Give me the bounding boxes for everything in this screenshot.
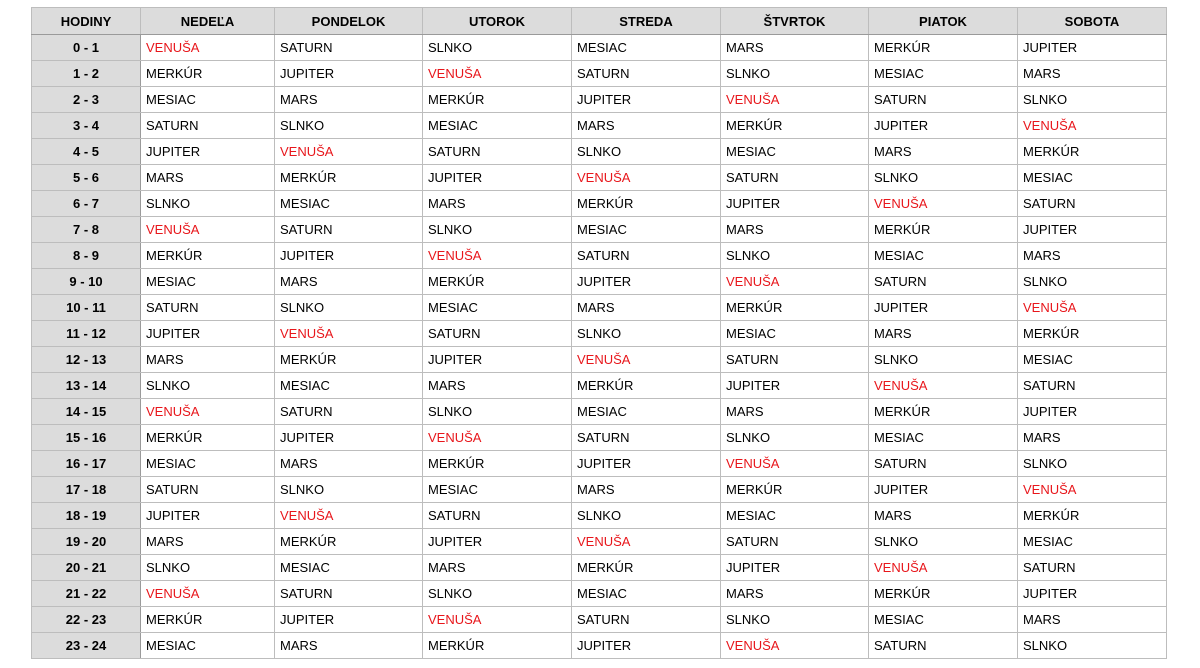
planet-cell[interactable]: SATURN <box>423 321 572 347</box>
planet-cell[interactable]: SATURN <box>721 165 869 191</box>
planet-cell[interactable]: VENUŠA <box>721 451 869 477</box>
planet-cell[interactable]: MARS <box>721 35 869 61</box>
planet-cell[interactable]: MERKÚR <box>141 425 275 451</box>
planet-cell[interactable]: VENUŠA <box>572 165 721 191</box>
planet-cell[interactable]: SATURN <box>141 477 275 503</box>
planet-cell[interactable]: MARS <box>1018 61 1167 87</box>
hour-cell[interactable]: 2 - 3 <box>32 87 141 113</box>
planet-cell[interactable]: MARS <box>721 217 869 243</box>
planet-cell[interactable]: JUPITER <box>572 269 721 295</box>
planet-cell[interactable]: VENUŠA <box>721 87 869 113</box>
planet-cell[interactable]: SLNKO <box>275 477 423 503</box>
header-sunday[interactable]: NEDEĽA <box>141 8 275 35</box>
planet-cell[interactable]: MESIAC <box>869 425 1018 451</box>
hour-cell[interactable]: 8 - 9 <box>32 243 141 269</box>
planetary-hours-table <box>31 7 1167 659</box>
planet-cell[interactable]: MERKÚR <box>869 35 1018 61</box>
hour-cell[interactable]: 3 - 4 <box>32 113 141 139</box>
planet-cell[interactable]: MERKÚR <box>275 529 423 555</box>
planet-cell[interactable]: VENUŠA <box>141 399 275 425</box>
hour-cell[interactable]: 18 - 19 <box>32 503 141 529</box>
planet-cell[interactable]: MERKÚR <box>141 243 275 269</box>
hour-cell[interactable]: 5 - 6 <box>32 165 141 191</box>
planet-cell[interactable]: MESIAC <box>869 61 1018 87</box>
header-wednesday[interactable]: STREDA <box>572 8 721 35</box>
planet-cell[interactable]: SATURN <box>721 347 869 373</box>
planet-cell[interactable]: MERKÚR <box>1018 321 1167 347</box>
planet-cell[interactable]: MERKÚR <box>275 165 423 191</box>
hour-cell[interactable]: 6 - 7 <box>32 191 141 217</box>
hour-cell[interactable]: 9 - 10 <box>32 269 141 295</box>
planet-cell[interactable]: VENUŠA <box>869 555 1018 581</box>
planet-cell[interactable]: MERKÚR <box>721 477 869 503</box>
planet-cell[interactable]: SLNKO <box>721 61 869 87</box>
planet-cell[interactable]: JUPITER <box>141 503 275 529</box>
planet-cell[interactable]: VENUŠA <box>423 607 572 633</box>
planet-cell[interactable]: SATURN <box>275 399 423 425</box>
planet-cell[interactable]: VENUŠA <box>572 347 721 373</box>
planet-cell[interactable]: JUPITER <box>423 529 572 555</box>
planet-cell[interactable]: MESIAC <box>141 269 275 295</box>
planet-cell[interactable]: SLNKO <box>275 113 423 139</box>
table-row <box>32 217 1167 243</box>
planet-cell[interactable]: SATURN <box>423 139 572 165</box>
planet-cell[interactable]: VENUŠA <box>275 503 423 529</box>
planet-cell[interactable]: JUPITER <box>572 633 721 659</box>
planet-cell[interactable]: JUPITER <box>1018 35 1167 61</box>
planet-cell[interactable]: VENUŠA <box>423 425 572 451</box>
planet-cell[interactable]: MESIAC <box>721 321 869 347</box>
planet-cell[interactable]: MARS <box>1018 607 1167 633</box>
planet-cell[interactable]: VENUŠA <box>423 243 572 269</box>
planet-cell[interactable]: VENUŠA <box>721 269 869 295</box>
table-row <box>32 451 1167 477</box>
planet-cell[interactable]: SLNKO <box>141 373 275 399</box>
planet-cell[interactable]: MESIAC <box>423 113 572 139</box>
planet-cell[interactable]: MARS <box>572 477 721 503</box>
planet-cell[interactable]: MERKÚR <box>423 87 572 113</box>
planet-cell[interactable]: MERKÚR <box>1018 503 1167 529</box>
header-friday[interactable]: PIATOK <box>869 8 1018 35</box>
planet-cell[interactable]: SATURN <box>275 217 423 243</box>
planet-cell[interactable]: SATURN <box>869 269 1018 295</box>
planet-cell[interactable]: VENUŠA <box>141 217 275 243</box>
planet-cell[interactable]: SLNKO <box>423 399 572 425</box>
planet-cell[interactable]: MESIAC <box>275 191 423 217</box>
header-hours[interactable]: HODINY <box>32 8 141 35</box>
planet-cell[interactable]: SLNKO <box>721 607 869 633</box>
planet-cell[interactable]: JUPITER <box>721 555 869 581</box>
planet-cell[interactable]: SATURN <box>572 425 721 451</box>
planet-cell[interactable]: SATURN <box>869 633 1018 659</box>
planet-cell[interactable]: JUPITER <box>869 113 1018 139</box>
planet-cell[interactable]: SLNKO <box>275 295 423 321</box>
planet-cell[interactable]: VENUŠA <box>275 139 423 165</box>
planet-cell[interactable]: SLNKO <box>1018 451 1167 477</box>
table-row <box>32 269 1167 295</box>
table-body <box>32 35 1167 659</box>
table-row <box>32 399 1167 425</box>
planet-cell[interactable]: MESIAC <box>572 35 721 61</box>
hour-cell[interactable]: 23 - 24 <box>32 633 141 659</box>
planet-cell[interactable]: VENUŠA <box>869 191 1018 217</box>
planet-cell[interactable]: SATURN <box>141 113 275 139</box>
planet-cell[interactable]: JUPITER <box>275 607 423 633</box>
planet-cell[interactable]: SLNKO <box>572 321 721 347</box>
table-row <box>32 61 1167 87</box>
planet-cell[interactable]: SATURN <box>721 529 869 555</box>
planet-cell[interactable]: MERKÚR <box>141 61 275 87</box>
planet-cell[interactable]: VENUŠA <box>275 321 423 347</box>
planet-cell[interactable]: VENUŠA <box>423 61 572 87</box>
table-row <box>32 87 1167 113</box>
planet-cell[interactable]: SATURN <box>275 581 423 607</box>
planet-cell[interactable]: SATURN <box>1018 191 1167 217</box>
planet-cell[interactable]: VENUŠA <box>1018 113 1167 139</box>
table-row <box>32 477 1167 503</box>
hour-cell[interactable]: 1 - 2 <box>32 61 141 87</box>
planet-cell[interactable]: SATURN <box>1018 555 1167 581</box>
table-row <box>32 633 1167 659</box>
hour-cell[interactable]: 10 - 11 <box>32 295 141 321</box>
planet-cell[interactable]: MESIAC <box>869 243 1018 269</box>
planet-cell[interactable]: MESIAC <box>423 477 572 503</box>
header-thursday[interactable]: ŠTVRTOK <box>721 8 869 35</box>
hour-cell[interactable]: 0 - 1 <box>32 35 141 61</box>
planet-cell[interactable]: MERKÚR <box>423 451 572 477</box>
table-row <box>32 165 1167 191</box>
planet-cell[interactable]: MESIAC <box>1018 347 1167 373</box>
planet-cell[interactable]: JUPITER <box>869 477 1018 503</box>
planet-cell[interactable]: SLNKO <box>141 191 275 217</box>
planet-cell[interactable]: JUPITER <box>423 347 572 373</box>
header-saturday[interactable]: SOBOTA <box>1018 8 1167 35</box>
planet-cell[interactable]: MERKÚR <box>721 295 869 321</box>
planet-cell[interactable]: SLNKO <box>423 581 572 607</box>
planet-cell[interactable]: MERKÚR <box>572 555 721 581</box>
planet-cell[interactable]: JUPITER <box>275 425 423 451</box>
hour-cell[interactable]: 11 - 12 <box>32 321 141 347</box>
planet-cell[interactable]: JUPITER <box>423 165 572 191</box>
planet-cell[interactable]: JUPITER <box>1018 217 1167 243</box>
header-tuesday[interactable]: UTOROK <box>423 8 572 35</box>
table-row <box>32 529 1167 555</box>
planet-cell[interactable]: MARS <box>1018 425 1167 451</box>
table-row <box>32 581 1167 607</box>
planet-cell[interactable]: MERKÚR <box>572 191 721 217</box>
planet-cell[interactable]: MERKÚR <box>721 113 869 139</box>
table-row <box>32 243 1167 269</box>
table-row <box>32 373 1167 399</box>
planet-cell[interactable]: SATURN <box>572 61 721 87</box>
planet-cell[interactable]: MESIAC <box>572 217 721 243</box>
planet-cell[interactable]: VENUŠA <box>1018 295 1167 321</box>
hour-cell[interactable]: 13 - 14 <box>32 373 141 399</box>
hour-cell[interactable]: 20 - 21 <box>32 555 141 581</box>
planet-cell[interactable]: SLNKO <box>141 555 275 581</box>
planet-cell[interactable]: JUPITER <box>572 87 721 113</box>
header-row <box>32 8 1167 35</box>
planet-cell[interactable]: SLNKO <box>721 425 869 451</box>
table-row <box>32 555 1167 581</box>
planet-cell[interactable]: MERKÚR <box>572 373 721 399</box>
planet-cell[interactable]: SATURN <box>141 295 275 321</box>
planet-cell[interactable]: MARS <box>1018 243 1167 269</box>
planet-cell[interactable]: MERKÚR <box>141 607 275 633</box>
planet-cell[interactable]: VENUŠA <box>721 633 869 659</box>
planet-cell[interactable]: MERKÚR <box>423 633 572 659</box>
planet-cell[interactable]: MESIAC <box>572 399 721 425</box>
table-row <box>32 295 1167 321</box>
planet-cell[interactable]: VENUŠA <box>141 581 275 607</box>
planet-cell[interactable]: MERKÚR <box>869 217 1018 243</box>
table-row <box>32 191 1167 217</box>
planet-cell[interactable]: SLNKO <box>869 165 1018 191</box>
planet-cell[interactable]: MARS <box>141 165 275 191</box>
planet-cell[interactable]: JUPITER <box>572 451 721 477</box>
table-row <box>32 139 1167 165</box>
planet-cell[interactable]: SLNKO <box>572 503 721 529</box>
planet-cell[interactable]: MESIAC <box>141 451 275 477</box>
planet-cell[interactable]: MARS <box>141 529 275 555</box>
planet-cell[interactable]: SLNKO <box>1018 269 1167 295</box>
planet-cell[interactable]: MARS <box>275 451 423 477</box>
planet-cell[interactable]: VENUŠA <box>572 529 721 555</box>
table-row <box>32 321 1167 347</box>
planet-cell[interactable]: SATURN <box>572 243 721 269</box>
table-row <box>32 607 1167 633</box>
planet-cell[interactable]: MESIAC <box>721 503 869 529</box>
planet-cell[interactable]: SATURN <box>423 503 572 529</box>
planet-cell[interactable]: SLNKO <box>572 139 721 165</box>
planet-cell[interactable]: JUPITER <box>1018 581 1167 607</box>
planet-cell[interactable]: MESIAC <box>721 139 869 165</box>
planet-cell[interactable]: SLNKO <box>423 35 572 61</box>
planet-cell[interactable]: VENUŠA <box>869 373 1018 399</box>
planet-cell[interactable]: MARS <box>275 87 423 113</box>
planet-cell[interactable]: MESIAC <box>141 633 275 659</box>
planet-cell[interactable]: MERKÚR <box>869 581 1018 607</box>
planet-cell[interactable]: MARS <box>721 581 869 607</box>
planet-cell[interactable]: MERKÚR <box>423 269 572 295</box>
planet-cell[interactable]: JUPITER <box>141 139 275 165</box>
planet-cell[interactable]: MARS <box>572 113 721 139</box>
planet-cell[interactable]: SATURN <box>572 607 721 633</box>
planet-cell[interactable]: MESIAC <box>275 555 423 581</box>
planet-cell[interactable]: MARS <box>869 503 1018 529</box>
hour-cell[interactable]: 17 - 18 <box>32 477 141 503</box>
hour-cell[interactable]: 4 - 5 <box>32 139 141 165</box>
table-row <box>32 35 1167 61</box>
planet-cell[interactable]: JUPITER <box>141 321 275 347</box>
hour-cell[interactable]: 19 - 20 <box>32 529 141 555</box>
planet-cell[interactable]: MARS <box>869 321 1018 347</box>
planet-cell[interactable]: VENUŠA <box>141 35 275 61</box>
hour-cell[interactable]: 21 - 22 <box>32 581 141 607</box>
planet-cell[interactable]: MARS <box>572 295 721 321</box>
planet-cell[interactable]: MESIAC <box>572 581 721 607</box>
planet-cell[interactable]: VENUŠA <box>1018 477 1167 503</box>
planet-cell[interactable]: MESIAC <box>869 607 1018 633</box>
table-row <box>32 347 1167 373</box>
hour-cell[interactable]: 7 - 8 <box>32 217 141 243</box>
header-monday[interactable]: PONDELOK <box>275 8 423 35</box>
table-row <box>32 113 1167 139</box>
planetary-hours-sheet <box>31 7 1166 659</box>
planet-cell[interactable]: SLNKO <box>1018 87 1167 113</box>
planet-cell[interactable]: MERKÚR <box>869 399 1018 425</box>
table-row <box>32 425 1167 451</box>
hour-cell[interactable]: 16 - 17 <box>32 451 141 477</box>
planet-cell[interactable]: MERKÚR <box>275 347 423 373</box>
table-row <box>32 503 1167 529</box>
planet-cell[interactable]: SLNKO <box>423 217 572 243</box>
planet-cell[interactable]: MARS <box>141 347 275 373</box>
planet-cell[interactable]: MESIAC <box>1018 165 1167 191</box>
planet-cell[interactable]: JUPITER <box>721 191 869 217</box>
planet-cell[interactable]: MESIAC <box>1018 529 1167 555</box>
planet-cell[interactable]: SLNKO <box>721 243 869 269</box>
planet-cell[interactable]: JUPITER <box>1018 399 1167 425</box>
hour-cell[interactable]: 14 - 15 <box>32 399 141 425</box>
planet-cell[interactable]: MARS <box>275 633 423 659</box>
planet-cell[interactable]: MARS <box>423 191 572 217</box>
planet-cell[interactable]: SLNKO <box>869 347 1018 373</box>
planet-cell[interactable]: MARS <box>721 399 869 425</box>
planet-cell[interactable]: SATURN <box>1018 373 1167 399</box>
planet-cell[interactable]: SLNKO <box>1018 633 1167 659</box>
planet-cell[interactable]: JUPITER <box>721 373 869 399</box>
planet-cell[interactable]: MARS <box>275 269 423 295</box>
planet-cell[interactable]: JUPITER <box>275 61 423 87</box>
planet-cell[interactable]: MESIAC <box>141 87 275 113</box>
planet-cell[interactable]: MARS <box>869 139 1018 165</box>
hour-cell[interactable]: 15 - 16 <box>32 425 141 451</box>
planet-cell[interactable]: MESIAC <box>423 295 572 321</box>
hour-cell[interactable]: 22 - 23 <box>32 607 141 633</box>
planet-cell[interactable]: MARS <box>423 373 572 399</box>
planet-cell[interactable]: MARS <box>423 555 572 581</box>
planet-cell[interactable]: SATURN <box>869 87 1018 113</box>
planet-cell[interactable]: MESIAC <box>275 373 423 399</box>
planet-cell[interactable]: JUPITER <box>869 295 1018 321</box>
planet-cell[interactable]: SATURN <box>869 451 1018 477</box>
hour-cell[interactable]: 12 - 13 <box>32 347 141 373</box>
planet-cell[interactable]: MERKÚR <box>1018 139 1167 165</box>
planet-cell[interactable]: SATURN <box>275 35 423 61</box>
planet-cell[interactable]: SLNKO <box>869 529 1018 555</box>
planet-cell[interactable]: JUPITER <box>275 243 423 269</box>
